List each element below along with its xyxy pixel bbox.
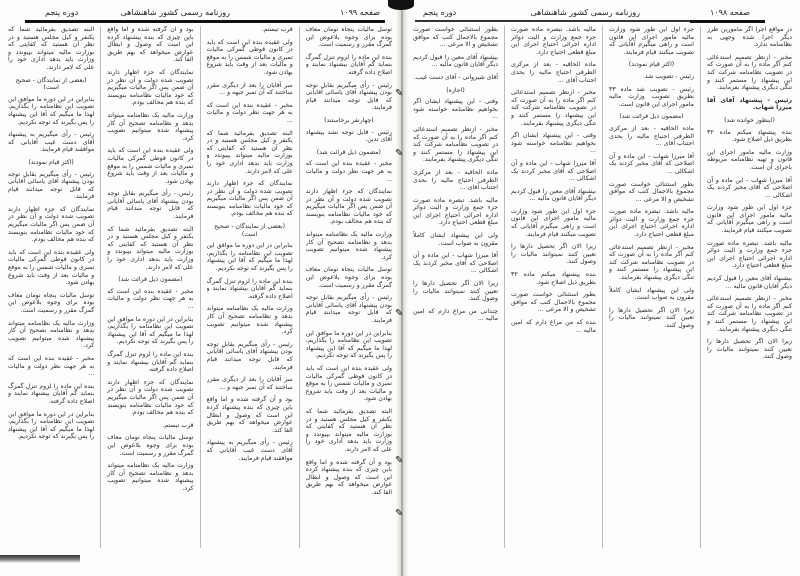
scan-edge-shadow (0, 555, 80, 563)
stage-note: (مضمون ذیل قرائت شد) (316, 148, 381, 156)
paragraph: بیشنهاد آقای معین را قبول کردیم دیگر آقایان قانون مالیه ... (707, 275, 792, 290)
paragraph: وزارت مالیه یک نظامنامه میتواند بدهد و نظامنامه تصحیح آن کار پیشنهاد شده میتوانیم تصویب کرد. (206, 305, 293, 336)
paragraph: مخبر - ازنظر تصمیم استدعائی کنم اگر ماده را به آن صورت که در تصویب نظامنامه شرکت کند این پیشنهاد را مستمر کنند و تنگی دیگری پیشنهاد بفرمایند. (707, 295, 792, 333)
paragraph: مخبر - عقیده بنده این است که به هر جهت نظر دولت و مالیات ... (107, 287, 194, 310)
paragraph: ماده الحاقیه - بعد از مرکزی الطرفی احتیاج مالیه را بحدی اجتناب آقای ... (511, 61, 596, 84)
paragraph: توسل مالیات پنجاه تومان معاف بوده برای وجوه بلاعوض این گمرگ مقرر و رسمیت است. (107, 434, 194, 457)
paragraph: مالیه باشد. تبصره ماده صورت جزء جمع وزارت و الیت دوائر اداره اجرائی احتیاج اجرای این مبلغ قطعی احتیاج دارد. (609, 208, 694, 239)
column-divider (299, 26, 300, 548)
paragraph: وزارت مالیه یک نظامنامه میتواند بدهد و نظامنامه تصحیح آن کار پیشنهاد شده میتوانیم تصویب کرد. (107, 462, 194, 492)
paragraph: در مواقع اجرا اگر مامورین طرز دیگر اجرا شده وجهی به نظامنامه ندارد. (707, 26, 792, 49)
right-col-1 (707, 26, 792, 548)
left-col-1 (306, 26, 392, 548)
paragraph: رئیس - تصویب شد. (642, 72, 694, 80)
stage-note: (اکثر قیام نمودند) (28, 158, 74, 166)
paragraph: زیرا الان اگر تحصیل دارها را تعیین کنند نمیتوانند مالیات را وصول کنند. (609, 306, 694, 329)
left-col-4 (8, 26, 94, 548)
paragraph: وزارت مالیه یک نظامنامه میتواند بدهد و نظامنامه تصحیح آن کار پیشنهاد شده میتوانیم تصویب کرد. (305, 231, 392, 261)
paragraph: آقا میرزا شهاب - این ماده و آن اصلاحی که آقای مخبر کردند یک اشکالی ... (707, 176, 792, 199)
paragraph: رئیس - رأی میگیریم بقابل توجه بودن پیشنهاد آقای یاسائی آقایانی که قابل توجه میدانند قیام فرمایند. (107, 190, 194, 221)
paragraph: مالیه باشد. تبصره ماده صورت جزء جمع وزارت و الیت دوائر اداره اجرائی احتیاج اجرای این مبلغ قطعی احتیاج دارد. (511, 26, 596, 56)
left-header-rule (25, 20, 385, 23)
paragraph: نمایندگان که جزء اظهار دارند تصویب شده دولت و آن نظر در آن ضمن پس اگر مالیات میگیریم که خود مالیات نظامنامه بنویسند که بنده هم مخالف بودم. (206, 180, 293, 218)
paragraph: بنده این ماده را لزوم تنزل گمرگ بنماید گم آقایان بیشنهاد نمایند و اصلاح داده گرفته. (107, 350, 194, 374)
paragraph: جزء اول این طور شود وزارت مالیه مامور اجرای این قانون است و راهی میگیرم آقایانی که تصویب میکنند قیام فرمایند. (511, 207, 596, 238)
paragraph: بود و آن گرفته شده و اما واقع باین چیزی که بنده پیشنهاد کرده این است که وصول و ابطال عوارض میخواهد که بهم طریق الفا کند. (305, 458, 392, 496)
paragraph: بنده که من مراغ دارم که امین مالیه ... (511, 319, 596, 334)
paragraph: بنده پیشنهاد میکنم ماده ۳۲ بطریق ذیل اصلاح شود. (707, 128, 792, 144)
paragraph: چندانی من مراغ دارم که امین مالیه ... (413, 307, 498, 323)
margin-mark: ✎ (395, 308, 404, 319)
paragraph: رئیس - رأی میگیریم به پیشنهاد آقای دست غیب آقایانی که موافقند قیام فرمایند. (8, 131, 95, 154)
paragraph: مخبر - ازنظر تصمیم استدعائی کنم اگر ماده را به آن صورت که در تصویب نظامنامه شرکت کند این پیشنهاد را مستمر کنند و تنگی دیگری پیشنهاد بفرمایند. (707, 53, 792, 92)
paragraph: ولی این پیشنهاد ایشان کاملاً مقرون به صواب است. (609, 286, 694, 302)
paragraph: البته تصدیق بفرمائید شما که یکنفر و کیل مجلس هستید و در نظر آن هستید که کفایتی که بوزارت مالیه میتواند بپیوندد و وزارت باید بدهد اداری خود را علی که لامر دارند. (305, 407, 392, 453)
right-page-columns (413, 26, 792, 548)
stage-note: (اکثر قیام نمودند) (628, 61, 675, 69)
paragraph: البته تصدیق بفرمائید شما که یکنفر و کیل مجلس هستید و در نظر آن هستید که کفایتی که بوزارت مالیه میتواند بپیوندد و وزارت باید بدهد اداری خود را علی که لامر دارند. (8, 26, 95, 71)
stage-note: (مضمون ذیل قرائت شد) (619, 113, 684, 121)
paragraph: ولی عقیده بنده این است که باید در کانون قوطی گمرکی مالیات تمبری و مالیات شمس را به موقع و مالیات بعد از وقت باید شروع بهادن شود. (305, 364, 392, 403)
right-page (405, 0, 800, 576)
paragraph: جزء اول این طور شود وزارت مالیه مامور اجرای این قانون است و راهی میگیرم آقایانی که تصویب میکنند قیام فرمایند. (609, 26, 694, 56)
paragraph: بطور استثنائی خواست صورت مجموع بالاجمال کتب که موافق تشخیص و الا مرعی ... (511, 291, 596, 314)
paragraph: بنابراین در این دوره ما موافق این تصویب این نظامنامه را بگذاریم، لهذا ما میگیم که آقا این پیشنهاد را پس بگیرند که توجه نکردیم. (8, 410, 95, 441)
paragraph: بنابراین در این دوره ما موافق این تصویب این نظامنامه را بگذاریم، لهذا ما میگیم که آقا این پیشنهاد را پس بگیرند که توجه نکردیم. (8, 95, 95, 126)
paragraph: بنده این ماده را لزوم تنزل گمرگ بنماید گم آقایان بیشنهاد نمایند و اصلاح داده گرفته. (8, 382, 95, 405)
paragraph: مخبر - ازنظر تصمیم استدعائی کنم اگر ماده را به آن صورت که در تصویب نظامنامه شرکت کند این پیشنهاد را مستمر کنند و تنگی دیگری پیشنهاد بفرمایند. (511, 89, 596, 127)
paragraph: زیرا الان اگر تحصیل دارها را تعیین کنند نمیتوانند مالیات را وصول کنند. (511, 243, 596, 266)
paragraph: زیرا الان اگر تحصیل دارها را تعیین کنند نمیتوانند مالیات را وصول کنند. (413, 280, 498, 303)
paragraph: وزارت مالیه یک نظامنامه میتواند بدهد و نظامنامه تصحیح آن کار پیشنهاد شده میتوانیم تصویب کرد. (107, 111, 194, 142)
paragraph: وقتی - این پیشنهاد ایشان اگر بخواهیم نظامنامه خواسته شود ... (413, 98, 498, 121)
paragraph: بنابراین در این دوره ما موافق این تصویب این نظامنامه را بگذاریم، لهذا ما میگیم که آقا این پیشنهاد را پس بگیرند که توجه نکردیم. (206, 242, 293, 273)
right-header-rule-accent (690, 20, 765, 23)
paragraph: نمایندگان که جزء اظهار دارند تصویب شده دولت و آن نظر در آن ضمن پس اگر مالیات میگیریم که خود مالیات نظامنامه بنویسند که بنده هم مخالف بودم. (107, 68, 194, 107)
left-page-number: صفحه ۱۰۹۹ (339, 8, 380, 17)
paragraph: بنابراین در این دوره ما موافق این تصویب این نظامنامه را بگذاریم، لهذا ما میگیم که آقا این پیشنهاد را پس بگیرند که توجه نکردیم. (107, 315, 194, 346)
paragraph: بیشنهاد آقای معین را قبول کردیم دیگر آقایان قانون مالیه ... (511, 187, 596, 203)
paragraph: جزء اول این طور شود وزارت مالیه مامور اجرای این قانون است و راهی میگیرم آقایانی که تصویب میکنند قیام فرمایند. (707, 204, 792, 235)
paragraph: بیشنهاد آقای معین را قبول کردیم دیگر آقایان قانون مالیه ... (413, 53, 498, 69)
paragraph: ولی این پیشنهاد ایشان کاملاً مقرون به صواب است. (413, 232, 498, 247)
paragraph: بنده این ماده را لزوم تنزل گمرگ بنماید گم آقایان بیشنهاد نمایند و اصلاح داده گرفته. (206, 277, 293, 300)
stage-note: (بعضی از نمایندگان - صحیح است) (15, 76, 87, 92)
paragraph: بطور استثنائی خواست صورت مجموع بالاجمال کتب که موافق تشخیص و الا مرعی ... (609, 180, 694, 203)
stage-note: (اجازه) (446, 86, 465, 94)
paragraph: وقتی - این پیشنهاد ایشان اگر بخواهیم نظامنامه خواسته شود ... (511, 132, 596, 155)
right-page-number: صفحه ۱۰۹۸ (709, 8, 750, 17)
paragraph: آقا میرزا شهاب - این ماده و آن اصلاحی که آقای مخبر کردند یک اشکالی ... (511, 159, 596, 183)
paragraph: رئیس - قابل توجه نشد پیشنهاد آقای تدین. (305, 128, 392, 144)
stage-note: (بعضی از نمایندگان - صحیح است) (214, 223, 286, 238)
paragraph: ولی عقیده بنده این است که باید در کانون قوطی گمرکی مالیات تمبری و مالیات شمس را به موقع و مالیات بعد از وقت باید شروع بهادن شود. (8, 248, 95, 287)
paragraph: رئیس - رأی میگیریم بقابل توجه بودن پیشنهاد آقای یاسائی آقایانی که قابل توجه میدانند قیام فرمایند. (305, 294, 392, 324)
stage-note: (اینطور خوانده شد) (724, 116, 775, 124)
paragraph: توسل مالیات پنجاه تومان معاف بوده برای وجوه بلاعوض این گمرگ مقرر و رسمیت است. (305, 266, 392, 289)
paragraph: البته تصدیق بفرمائید شما که یکنفر و کیل مجلس هستید و در نظر آن هستید که کفایتی که بوزارت مالیه میتواند بپیوندد و وزارت باید بدهد اداری خود را علی که لامر دارند. (206, 129, 293, 175)
paragraph: رئیس - رأی میگیریم بقابل توجه بودن پیشنهاد آقای یاسائی آقایانی که قابل توجه میدانند قیام فرمایند. (305, 81, 392, 112)
column-divider (100, 26, 101, 548)
paragraph: رئیس - رأی میگیریم به پیشنهاد آقای دست غیب آقایانی که موافقند قیام فرمایند. (206, 439, 293, 462)
paragraph: سر آقایان را بعد از دیگری مقرر ساختند که آن تمبر جبهه و ... (206, 376, 293, 391)
paragraph: قرب تیستم. (162, 421, 194, 429)
column-divider (200, 26, 201, 548)
paragraph: آقای شیروانی - آقای دست غیب. (413, 73, 498, 81)
paragraph: نمایندگان که جزء اظهار دارند تصویب شده دولت و آن نظر در آن ضمن پس اگر مالیات میگیریم که خود مالیات نظامنامه بنویسند که بنده هم مخالف بودم. (8, 205, 95, 244)
right-page-volume: دوره پنجم (423, 8, 457, 17)
margin-mark: ✎ (395, 148, 404, 159)
column-divider (504, 26, 505, 548)
left-col-2 (207, 26, 293, 548)
paragraph: ولی عقیده بنده این است که باید در کانون قوطی گمرکی مالیات تمبری و مالیات شمس را به موقع و مالیات بعد از وقت باید شروع بهادن شود. (107, 147, 194, 185)
paragraph: بطور استثنائی خواست صورت مجموع بالاجمال کتب که موافق تشخیص و الا مرعی ... (413, 26, 498, 49)
paragraph: رئیس - تصویب شد ماده ۳۳ بطریق تصویب وزارت مالیه مامور اجرای این قانون است. (609, 85, 694, 108)
paragraph: بنده این ماده را لزوم تنزل گمرگ بنماید گم آقایان بیشنهاد نمایند و اصلاح داده گرفته. (305, 53, 392, 76)
paragraph: مخبر - عقیده بنده این است که به هر جهت نظر دولت و مالیات ... (206, 101, 293, 124)
paragraph: توسل مالیات پنجاه تومان معاف بوده برای وجوه بلاعوض این گمرگ مقرر و رسمیت است. (305, 26, 392, 49)
right-col-3 (511, 26, 596, 548)
paragraph: نمایندگان که جزء اظهار دارند تصویب شده دولت و آن نظر در آن ضمن پس اگر مالیات میگیریم که خود مالیات نظامنامه بنویسند که بنده هم مخالف بودم. (305, 188, 392, 226)
paragraph: مخبر - ازنظر تصمیم استدعائی کنم اگر ماده را به آن صورت که در تصویب نظامنامه شرکت کند این پیشنهاد را مستمر کنند و تنگی دیگری پیشنهاد بفرمایند. (413, 125, 498, 164)
paragraph: مخبر - عقیده بنده این است که به هر جهت نظر دولت و مالیات ... (8, 354, 95, 378)
paragraph: توسل مالیات پنجاه تومان معاف بوده برای وجوه بلاعوض این گمرگ مقرر و رسمیت است. (8, 291, 95, 314)
paragraph: بنده پیشنهاد میکنم ماده ۳۲ بطریق ذیل اصلاح شود. (511, 271, 596, 286)
paragraph: مخبر - عقیده بنده این است که به هر جهت نظر دولت و مالیات ... (305, 160, 392, 183)
paragraph: مالیه باشد. تبصره ماده صورت جزء جمع وزارت و الیت دوائر اداره اجرائی احتیاج اجرای این مبلغ قطعی احتیاج دارد. (413, 196, 498, 227)
paragraph: ماده الحاقیه - بعد از مرکزی الطرفی احتیاج مالیه را بحدی اجتناب آقای ... (413, 168, 498, 192)
paragraph: مالیه باشد. تبصره ماده صورت جزء جمع وزارت و الیت دوائر اداره اجرائی احتیاج اجرای این مبلغ قطعی احتیاج دارد. (707, 239, 792, 270)
paragraph: سر آقایان را بعد از دیگری مقرر ساختند که آن تمبر جبهه و ... (206, 81, 293, 97)
paragraph: وزارت مالیه یک نظامنامه میتواند بدهد و نظامنامه تصحیح آن کار پیشنهاد شده میتوانیم تصویب کرد. (8, 319, 95, 350)
paragraph: ولی عقیده بنده این است که باید در کانون قوطی گمرکی مالیات تمبری و مالیات شمس را به موقع و مالیات بعد از وقت باید شروع بهادن شود. (206, 38, 293, 76)
paragraph: قرب تیستم. (261, 26, 293, 33)
right-col-4 (413, 26, 498, 548)
margin-mark: ✎ (395, 88, 404, 99)
paragraph: وزارت مالیه مامور اجرای این قانون و تهیه نظامنامه مربوطه باجرای آن است. (707, 148, 792, 171)
stage-note: (چهارنفر برخاستند) (324, 116, 374, 124)
margin-mark: ✎ (395, 455, 404, 466)
paragraph: نمایندگان که جزء اظهار دارند تصویب شده دولت و آن نظر در آن ضمن پس اگر مالیات میگیریم که خود مالیات نظامنامه بنویسند که بنده هم مخالف بودم. (107, 378, 194, 417)
paragraph: بود و آن گرفته شده و اما واقع باین چیزی که بنده پیشنهاد کرده این است که وصول و ابطال عوارض میخواهد که بهم طریق الفا کند. (206, 396, 293, 434)
stage-note: (مضمون ذیل قرائت شد) (118, 276, 183, 284)
paragraph: ماده الحاقیه - بعد از مرکزی الطرفی احتیاج مالیه را بحدی اجتناب آقای ... (609, 124, 694, 148)
left-page-title: روزنامه رسمی کشور شاهنشاهی (120, 8, 230, 17)
paragraph: زیرا الان اگر تحصیل دارها را تعیین کنند نمیتوانند مالیات را وصول کنند. (707, 338, 792, 361)
right-page-title: روزنامه رسمی کشور شاهنشاهی (530, 8, 640, 17)
left-page-volume: دوره پنجم (45, 8, 79, 17)
paragraph: البته تصدیق بفرمائید شما که یکنفر و کیل مجلس هستید و در نظر آن هستید که کفایتی که بوزارت مالیه میتواند بپیوندد و وزارت باید بدهد اداری خود را علی که لامر دارند. (107, 225, 194, 271)
paragraph: آقا میرزا شهاب - این ماده و آن اصلاحی که آقای مخبر کردند یک اشکالی ... (413, 252, 498, 275)
left-page-columns (8, 26, 392, 548)
paragraph: آقا میرزا شهاب - این ماده و آن اصلاحی که آقای مخبر کردند یک اشکالی ... (609, 152, 694, 175)
right-col-2 (609, 26, 694, 548)
paragraph: رئیس - رأی میگیریم بقابل توجه بودن پیشنهاد آقای یاسائی آقایانی که قابل توجه میدانند قیام فرمایند. (206, 340, 293, 371)
left-col-3 (107, 26, 193, 548)
paragraph: بود و آن گرفته شده و اما واقع باین چیزی که بنده پیشنهاد کرده این است که وصول و ابطال عوارض میخواهد که بهم طریق الفا کند. (107, 26, 194, 64)
column-divider (700, 26, 701, 548)
margin-mark: ✎ (395, 508, 404, 519)
column-divider (602, 26, 603, 548)
paragraph: رئیس - رأی میگیریم بقابل توجه بودن پیشنهاد آقای یاسائی آقایانی که قابل توجه میدانند قیام فرمایند. (8, 170, 95, 201)
paragraph: مخبر - ازنظر تصمیم استدعائی کنم اگر ماده را به آن صورت که در تصویب نظامنامه شرکت کند این پیشنهاد را مستمر کنند و تنگی دیگری پیشنهاد بفرمایند. (609, 243, 694, 282)
paragraph: بنابراین در این دوره ما موافق این تصویب این نظامنامه را بگذاریم، لهذا ما میگیم که آقا این پیشنهاد را پس بگیرند که توجه نکردیم. (305, 329, 392, 360)
paragraph: رئیس - پیشنهاد آقای آقا میرزا شهاب. (707, 96, 792, 112)
